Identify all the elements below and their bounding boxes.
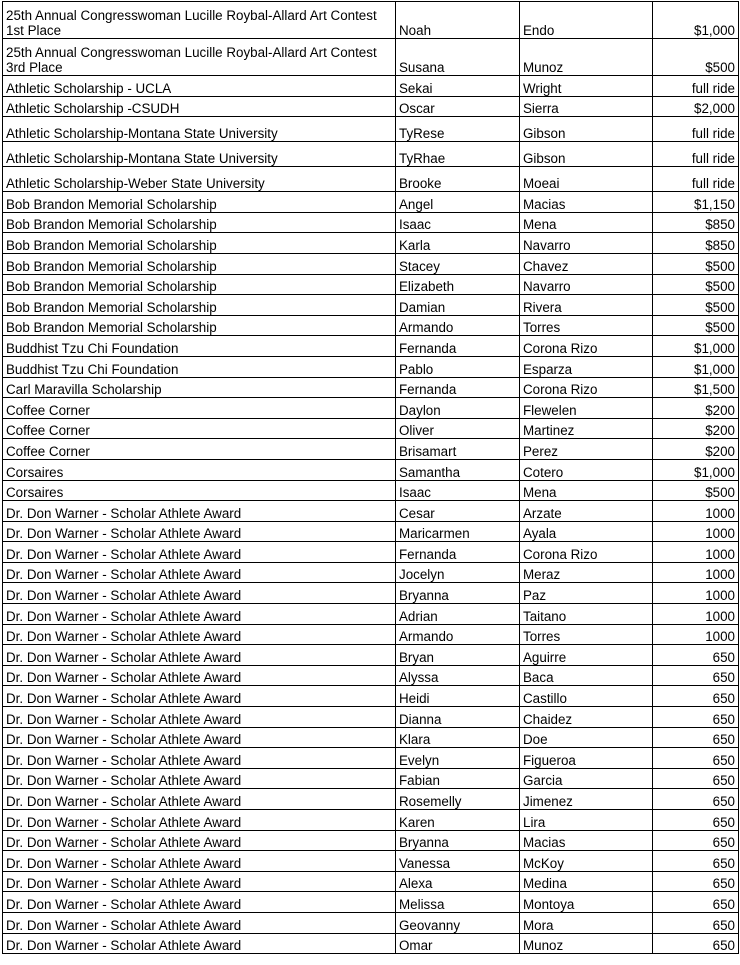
last-name-cell: Macias xyxy=(520,192,653,213)
first-name-cell: Armando xyxy=(396,624,520,645)
first-name-cell: TyRese xyxy=(396,117,520,142)
table-row xyxy=(3,624,739,645)
amount-cell: $500 xyxy=(653,39,739,76)
table-row xyxy=(3,480,739,501)
amount-cell: $500 xyxy=(653,253,739,274)
amount-cell: 1000 xyxy=(653,583,739,604)
scholarship-table-body xyxy=(3,2,739,954)
table-row xyxy=(3,583,739,604)
table-row xyxy=(3,830,739,851)
award-name-cell: Dr. Don Warner - Scholar Athlete Award xyxy=(3,501,396,522)
table-row xyxy=(3,439,739,460)
first-name-cell: Stacey xyxy=(396,253,520,274)
amount-cell: 1000 xyxy=(653,542,739,563)
amount-cell: 650 xyxy=(653,707,739,728)
last-name-cell: McKoy xyxy=(520,851,653,872)
award-name-cell: Dr. Don Warner - Scholar Athlete Award xyxy=(3,912,396,933)
first-name-cell: Heidi xyxy=(396,686,520,707)
last-name-cell: Rivera xyxy=(520,295,653,316)
award-name-cell: Dr. Don Warner - Scholar Athlete Award xyxy=(3,583,396,604)
table-row xyxy=(3,142,739,167)
table-row xyxy=(3,274,739,295)
amount-cell: $1,500 xyxy=(653,377,739,398)
award-name-cell: Dr. Don Warner - Scholar Athlete Award xyxy=(3,562,396,583)
table-row xyxy=(3,604,739,625)
first-name-cell: Samantha xyxy=(396,459,520,480)
table-row xyxy=(3,562,739,583)
table-row xyxy=(3,418,739,439)
award-name-cell: Dr. Don Warner - Scholar Athlete Award xyxy=(3,542,396,563)
last-name-cell: Paz xyxy=(520,583,653,604)
amount-cell: 650 xyxy=(653,933,739,954)
table-row xyxy=(3,748,739,769)
first-name-cell: Daylon xyxy=(396,398,520,419)
first-name-cell: Brooke xyxy=(396,167,520,192)
last-name-cell: Meraz xyxy=(520,562,653,583)
first-name-cell: Fernanda xyxy=(396,377,520,398)
last-name-cell: Wright xyxy=(520,76,653,97)
award-name-cell: Coffee Corner xyxy=(3,398,396,419)
award-name-cell: Athletic Scholarship -CSUDH xyxy=(3,96,396,117)
last-name-cell: Arzate xyxy=(520,501,653,522)
table-row xyxy=(3,727,739,748)
table-row xyxy=(3,356,739,377)
table-row xyxy=(3,933,739,954)
last-name-cell: Castillo xyxy=(520,686,653,707)
amount-cell: 650 xyxy=(653,810,739,831)
award-name-cell: Buddhist Tzu Chi Foundation xyxy=(3,336,396,357)
first-name-cell: Omar xyxy=(396,933,520,954)
first-name-cell: Sekai xyxy=(396,76,520,97)
first-name-cell: Armando xyxy=(396,315,520,336)
last-name-cell: Garcia xyxy=(520,768,653,789)
table-row xyxy=(3,76,739,97)
last-name-cell: Ayala xyxy=(520,521,653,542)
amount-cell: 1000 xyxy=(653,521,739,542)
last-name-cell: Medina xyxy=(520,871,653,892)
last-name-cell: Mena xyxy=(520,480,653,501)
amount-cell: 650 xyxy=(653,830,739,851)
amount-cell: $200 xyxy=(653,398,739,419)
table-row xyxy=(3,810,739,831)
table-row xyxy=(3,892,739,913)
award-name-cell: 25th Annual Congresswoman Lucille Roybal-Allard Art Contest 1st Place xyxy=(3,2,396,39)
last-name-cell: Corona Rizo xyxy=(520,377,653,398)
table-row xyxy=(3,2,739,39)
award-name-cell: Dr. Don Warner - Scholar Athlete Award xyxy=(3,748,396,769)
award-name-cell: 25th Annual Congresswoman Lucille Roybal-Allard Art Contest 3rd Place xyxy=(3,39,396,76)
award-name-cell: Dr. Don Warner - Scholar Athlete Award xyxy=(3,768,396,789)
last-name-cell: Mora xyxy=(520,912,653,933)
first-name-cell: Rosemelly xyxy=(396,789,520,810)
amount-cell: 650 xyxy=(653,748,739,769)
amount-cell: $1,000 xyxy=(653,336,739,357)
last-name-cell: Torres xyxy=(520,624,653,645)
last-name-cell: Mena xyxy=(520,212,653,233)
amount-cell: $1,000 xyxy=(653,2,739,39)
amount-cell: 650 xyxy=(653,912,739,933)
first-name-cell: Isaac xyxy=(396,212,520,233)
last-name-cell: Esparza xyxy=(520,356,653,377)
last-name-cell: Corona Rizo xyxy=(520,336,653,357)
first-name-cell: Fabian xyxy=(396,768,520,789)
last-name-cell: Moeai xyxy=(520,167,653,192)
last-name-cell: Endo xyxy=(520,2,653,39)
first-name-cell: Karen xyxy=(396,810,520,831)
table-row xyxy=(3,167,739,192)
amount-cell: 650 xyxy=(653,727,739,748)
first-name-cell: Brisamart xyxy=(396,439,520,460)
amount-cell: $1,000 xyxy=(653,356,739,377)
scholarship-table xyxy=(2,1,739,954)
award-name-cell: Bob Brandon Memorial Scholarship xyxy=(3,274,396,295)
amount-cell: $1,150 xyxy=(653,192,739,213)
first-name-cell: Noah xyxy=(396,2,520,39)
amount-cell: 650 xyxy=(653,665,739,686)
award-name-cell: Dr. Don Warner - Scholar Athlete Award xyxy=(3,727,396,748)
last-name-cell: Doe xyxy=(520,727,653,748)
award-name-cell: Coffee Corner xyxy=(3,418,396,439)
award-name-cell: Dr. Don Warner - Scholar Athlete Award xyxy=(3,933,396,954)
award-name-cell: Athletic Scholarship-Weber State University xyxy=(3,167,396,192)
table-row xyxy=(3,96,739,117)
award-name-cell: Corsaires xyxy=(3,480,396,501)
table-row xyxy=(3,851,739,872)
first-name-cell: TyRhae xyxy=(396,142,520,167)
award-name-cell: Dr. Don Warner - Scholar Athlete Award xyxy=(3,707,396,728)
first-name-cell: Fernanda xyxy=(396,542,520,563)
first-name-cell: Klara xyxy=(396,727,520,748)
table-row xyxy=(3,707,739,728)
amount-cell: $500 xyxy=(653,295,739,316)
amount-cell: $200 xyxy=(653,439,739,460)
first-name-cell: Cesar xyxy=(396,501,520,522)
amount-cell: full ride xyxy=(653,142,739,167)
last-name-cell: Munoz xyxy=(520,933,653,954)
table-row xyxy=(3,212,739,233)
amount-cell: 650 xyxy=(653,871,739,892)
table-row xyxy=(3,665,739,686)
award-name-cell: Dr. Don Warner - Scholar Athlete Award xyxy=(3,645,396,666)
award-name-cell: Carl Maravilla Scholarship xyxy=(3,377,396,398)
last-name-cell: Gibson xyxy=(520,117,653,142)
last-name-cell: Munoz xyxy=(520,39,653,76)
award-name-cell: Bob Brandon Memorial Scholarship xyxy=(3,295,396,316)
award-name-cell: Dr. Don Warner - Scholar Athlete Award xyxy=(3,624,396,645)
last-name-cell: Macias xyxy=(520,830,653,851)
last-name-cell: Montoya xyxy=(520,892,653,913)
table-row xyxy=(3,501,739,522)
table-row xyxy=(3,542,739,563)
award-name-cell: Dr. Don Warner - Scholar Athlete Award xyxy=(3,665,396,686)
award-name-cell: Dr. Don Warner - Scholar Athlete Award xyxy=(3,830,396,851)
award-name-cell: Dr. Don Warner - Scholar Athlete Award xyxy=(3,789,396,810)
table-row xyxy=(3,871,739,892)
award-name-cell: Dr. Don Warner - Scholar Athlete Award xyxy=(3,604,396,625)
award-name-cell: Bob Brandon Memorial Scholarship xyxy=(3,315,396,336)
amount-cell: $850 xyxy=(653,212,739,233)
amount-cell: full ride xyxy=(653,76,739,97)
award-name-cell: Buddhist Tzu Chi Foundation xyxy=(3,356,396,377)
first-name-cell: Karla xyxy=(396,233,520,254)
award-name-cell: Bob Brandon Memorial Scholarship xyxy=(3,253,396,274)
first-name-cell: Evelyn xyxy=(396,748,520,769)
award-name-cell: Athletic Scholarship - UCLA xyxy=(3,76,396,97)
last-name-cell: Figueroa xyxy=(520,748,653,769)
amount-cell: 650 xyxy=(653,789,739,810)
award-name-cell: Bob Brandon Memorial Scholarship xyxy=(3,192,396,213)
award-name-cell: Bob Brandon Memorial Scholarship xyxy=(3,212,396,233)
award-name-cell: Athletic Scholarship-Montana State University xyxy=(3,117,396,142)
amount-cell: 650 xyxy=(653,851,739,872)
last-name-cell: Perez xyxy=(520,439,653,460)
award-name-cell: Dr. Don Warner - Scholar Athlete Award xyxy=(3,851,396,872)
table-row xyxy=(3,377,739,398)
first-name-cell: Alyssa xyxy=(396,665,520,686)
table-row xyxy=(3,253,739,274)
last-name-cell: Baca xyxy=(520,665,653,686)
amount-cell: $2,000 xyxy=(653,96,739,117)
first-name-cell: Susana xyxy=(396,39,520,76)
amount-cell: 1000 xyxy=(653,562,739,583)
amount-cell: $200 xyxy=(653,418,739,439)
first-name-cell: Adrian xyxy=(396,604,520,625)
amount-cell: full ride xyxy=(653,167,739,192)
first-name-cell: Bryanna xyxy=(396,830,520,851)
first-name-cell: Melissa xyxy=(396,892,520,913)
amount-cell: 650 xyxy=(653,645,739,666)
table-row xyxy=(3,295,739,316)
last-name-cell: Chaidez xyxy=(520,707,653,728)
first-name-cell: Alexa xyxy=(396,871,520,892)
table-row xyxy=(3,789,739,810)
first-name-cell: Damian xyxy=(396,295,520,316)
amount-cell: 1000 xyxy=(653,624,739,645)
first-name-cell: Elizabeth xyxy=(396,274,520,295)
table-row xyxy=(3,336,739,357)
table-row xyxy=(3,459,739,480)
amount-cell: $1,000 xyxy=(653,459,739,480)
first-name-cell: Fernanda xyxy=(396,336,520,357)
first-name-cell: Vanessa xyxy=(396,851,520,872)
amount-cell: 650 xyxy=(653,892,739,913)
award-name-cell: Coffee Corner xyxy=(3,439,396,460)
last-name-cell: Jimenez xyxy=(520,789,653,810)
award-name-cell: Bob Brandon Memorial Scholarship xyxy=(3,233,396,254)
award-name-cell: Dr. Don Warner - Scholar Athlete Award xyxy=(3,686,396,707)
first-name-cell: Bryan xyxy=(396,645,520,666)
amount-cell: 650 xyxy=(653,768,739,789)
table-row xyxy=(3,39,739,76)
table-row xyxy=(3,117,739,142)
amount-cell: full ride xyxy=(653,117,739,142)
last-name-cell: Taitano xyxy=(520,604,653,625)
first-name-cell: Oliver xyxy=(396,418,520,439)
table-row xyxy=(3,645,739,666)
last-name-cell: Flewelen xyxy=(520,398,653,419)
amount-cell: $850 xyxy=(653,233,739,254)
last-name-cell: Martinez xyxy=(520,418,653,439)
first-name-cell: Maricarmen xyxy=(396,521,520,542)
amount-cell: 1000 xyxy=(653,501,739,522)
first-name-cell: Oscar xyxy=(396,96,520,117)
table-row xyxy=(3,233,739,254)
first-name-cell: Pablo xyxy=(396,356,520,377)
last-name-cell: Chavez xyxy=(520,253,653,274)
amount-cell: $500 xyxy=(653,315,739,336)
award-name-cell: Athletic Scholarship-Montana State University xyxy=(3,142,396,167)
last-name-cell: Gibson xyxy=(520,142,653,167)
amount-cell: 650 xyxy=(653,686,739,707)
last-name-cell: Cotero xyxy=(520,459,653,480)
award-name-cell: Dr. Don Warner - Scholar Athlete Award xyxy=(3,892,396,913)
amount-cell: $500 xyxy=(653,480,739,501)
first-name-cell: Jocelyn xyxy=(396,562,520,583)
table-row xyxy=(3,686,739,707)
table-row xyxy=(3,768,739,789)
amount-cell: $500 xyxy=(653,274,739,295)
award-name-cell: Dr. Don Warner - Scholar Athlete Award xyxy=(3,810,396,831)
last-name-cell: Corona Rizo xyxy=(520,542,653,563)
table-row xyxy=(3,192,739,213)
last-name-cell: Torres xyxy=(520,315,653,336)
table-row xyxy=(3,315,739,336)
amount-cell: 1000 xyxy=(653,604,739,625)
table-row xyxy=(3,398,739,419)
first-name-cell: Bryanna xyxy=(396,583,520,604)
award-name-cell: Dr. Don Warner - Scholar Athlete Award xyxy=(3,871,396,892)
first-name-cell: Isaac xyxy=(396,480,520,501)
first-name-cell: Dianna xyxy=(396,707,520,728)
last-name-cell: Lira xyxy=(520,810,653,831)
award-name-cell: Corsaires xyxy=(3,459,396,480)
last-name-cell: Navarro xyxy=(520,233,653,254)
last-name-cell: Navarro xyxy=(520,274,653,295)
award-name-cell: Dr. Don Warner - Scholar Athlete Award xyxy=(3,521,396,542)
first-name-cell: Angel xyxy=(396,192,520,213)
last-name-cell: Aguirre xyxy=(520,645,653,666)
table-row xyxy=(3,912,739,933)
last-name-cell: Sierra xyxy=(520,96,653,117)
first-name-cell: Geovanny xyxy=(396,912,520,933)
table-row xyxy=(3,521,739,542)
